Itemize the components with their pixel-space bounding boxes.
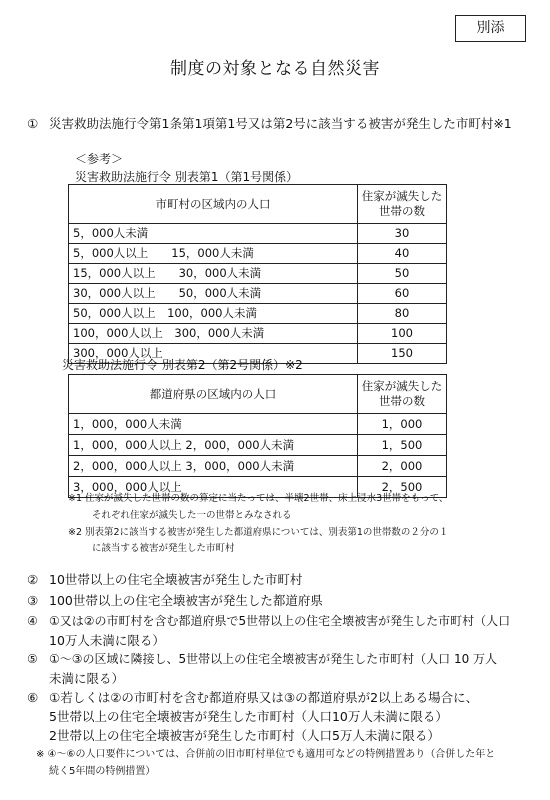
household-count: 150 [358,344,447,364]
item-6-continuation-1: 5世帯以上の住宅全壊被害が発生した市町村（人口10万人未満に限る） [49,709,448,724]
table-row [69,284,447,304]
footnote-line-1: ※ ④～⑥の人口要件については、合併前の旧市町村単位でも適用可などの特例措置あり（合併した年と [36,749,496,760]
table-header-row [69,375,447,414]
household-count: 40 [358,244,447,264]
header-line-1: 住家が滅失した [361,379,443,393]
table-header-row [69,185,447,224]
household-count: 80 [358,304,447,324]
household-count: 100 [358,324,447,344]
item-3-number: ③ [27,593,39,608]
table-row [69,435,447,456]
table-header-population: 市町村の区域内の人口 [69,185,358,224]
population-range: 300，000人以上 [69,344,358,364]
footnote-line-2: 続く5年間の特例措置） [49,766,156,777]
header-line-1: 住家が滅失した [361,189,443,203]
household-count: 2，000 [358,456,447,477]
item-6-continuation-2: 2世帯以上の住宅全壊被害が発生した市町村（人口5万人未満に限る） [49,728,440,743]
item-3-text: 100世帯以上の住宅全壊被害が発生した都道府県 [49,593,323,608]
population-range: 2，000，000人以上 3，000，000人未満 [69,456,358,477]
item-4-continuation: 10万人未満に限る） [49,633,165,648]
population-range: 30，000人以上 50，000人未満 [69,284,358,304]
item-1-number: ① [27,116,39,131]
item-6 [27,688,478,707]
item-6-number: ⑥ [27,690,39,705]
table-header-households [358,375,447,414]
population-range: 100，000人以上 300，000人未満 [69,324,358,344]
note-1-line-2: それぞれ住家が滅失した一の世帯とみなされる [92,510,292,521]
table-row [69,264,447,284]
item-2-text: 10世帯以上の住宅全壊被害が発生した市町村 [49,572,303,587]
item-3 [27,591,323,610]
table-row [69,244,447,264]
household-count: 1，500 [358,435,447,456]
prefecture-population-table [68,374,447,498]
table1-caption: 災害救助法施行令 別表第1（第1号関係） [75,170,299,184]
population-range: 50，000人以上 100，000人未満 [69,304,358,324]
item-4-text: ①又は②の市町村を含む都道府県で5世帯以上の住宅全壊被害が発生した市町村（人口 [49,614,511,628]
item-5-text: ①～③の区域に隣接し、5世帯以上の住宅全壊被害が発生した市町村（人口 10 万人 [49,652,498,666]
item-2 [27,570,302,589]
table2-caption: 災害救助法施行令 別表第2（第2号関係）※2 [62,358,303,372]
population-range: 1，000，000人以上 2，000，000人未満 [69,435,358,456]
header-line-2: 世帯の数 [379,204,425,218]
population-range: 5，000人以上 15，000人未満 [69,244,358,264]
item-4 [27,612,510,631]
table-row [69,224,447,244]
item-5-continuation: 未満に限る） [49,671,125,686]
population-range: 3，000，000人以上 [69,477,358,498]
item-4-number: ④ [27,614,38,628]
item-5 [27,650,497,669]
household-count: 50 [358,264,447,284]
table-row [69,304,447,324]
page-title: 制度の対象となる自然災害 [170,59,380,79]
item-6-text: ①若しくは②の市町村を含む都道府県又は③の都道府県が2以上ある場合に、 [49,690,479,705]
header-line-2: 世帯の数 [379,394,425,408]
population-range: 1，000，000人未満 [69,414,358,435]
population-range: 15，000人以上 30，000人未満 [69,264,358,284]
population-range: 5，000人未満 [69,224,358,244]
municipality-population-table [68,184,447,364]
item-5-number: ⑤ [27,652,38,666]
table-header-households [358,185,447,224]
item-1-text: 災害救助法施行令第1条第1項第1号又は第2号に該当する被害が発生した市町村※1 [49,116,512,131]
note-2-line-1: ※2 別表第2に該当する被害が発生した都道府県については、別表第1の世帯数の２分の１ [68,527,449,538]
household-count: 30 [358,224,447,244]
attachment-badge: 別添 [455,15,526,42]
table-row [69,324,447,344]
household-count: 2，500 [358,477,447,498]
item-1 [27,114,512,132]
household-count: 1，000 [358,414,447,435]
note-1-line-1: ※1 住家が滅失した世帯の数の算定に当たっては、半壊2世帯、床上浸水3世帯をもって、 [68,493,449,504]
table-header-population: 都道府県の区域内の人口 [69,375,358,414]
table-row [69,414,447,435]
reference-label: ＜参考＞ [75,152,124,166]
table-row [69,456,447,477]
note-2-line-2: に該当する被害が発生した市町村 [92,543,235,554]
household-count: 60 [358,284,447,304]
item-2-number: ② [27,572,39,587]
